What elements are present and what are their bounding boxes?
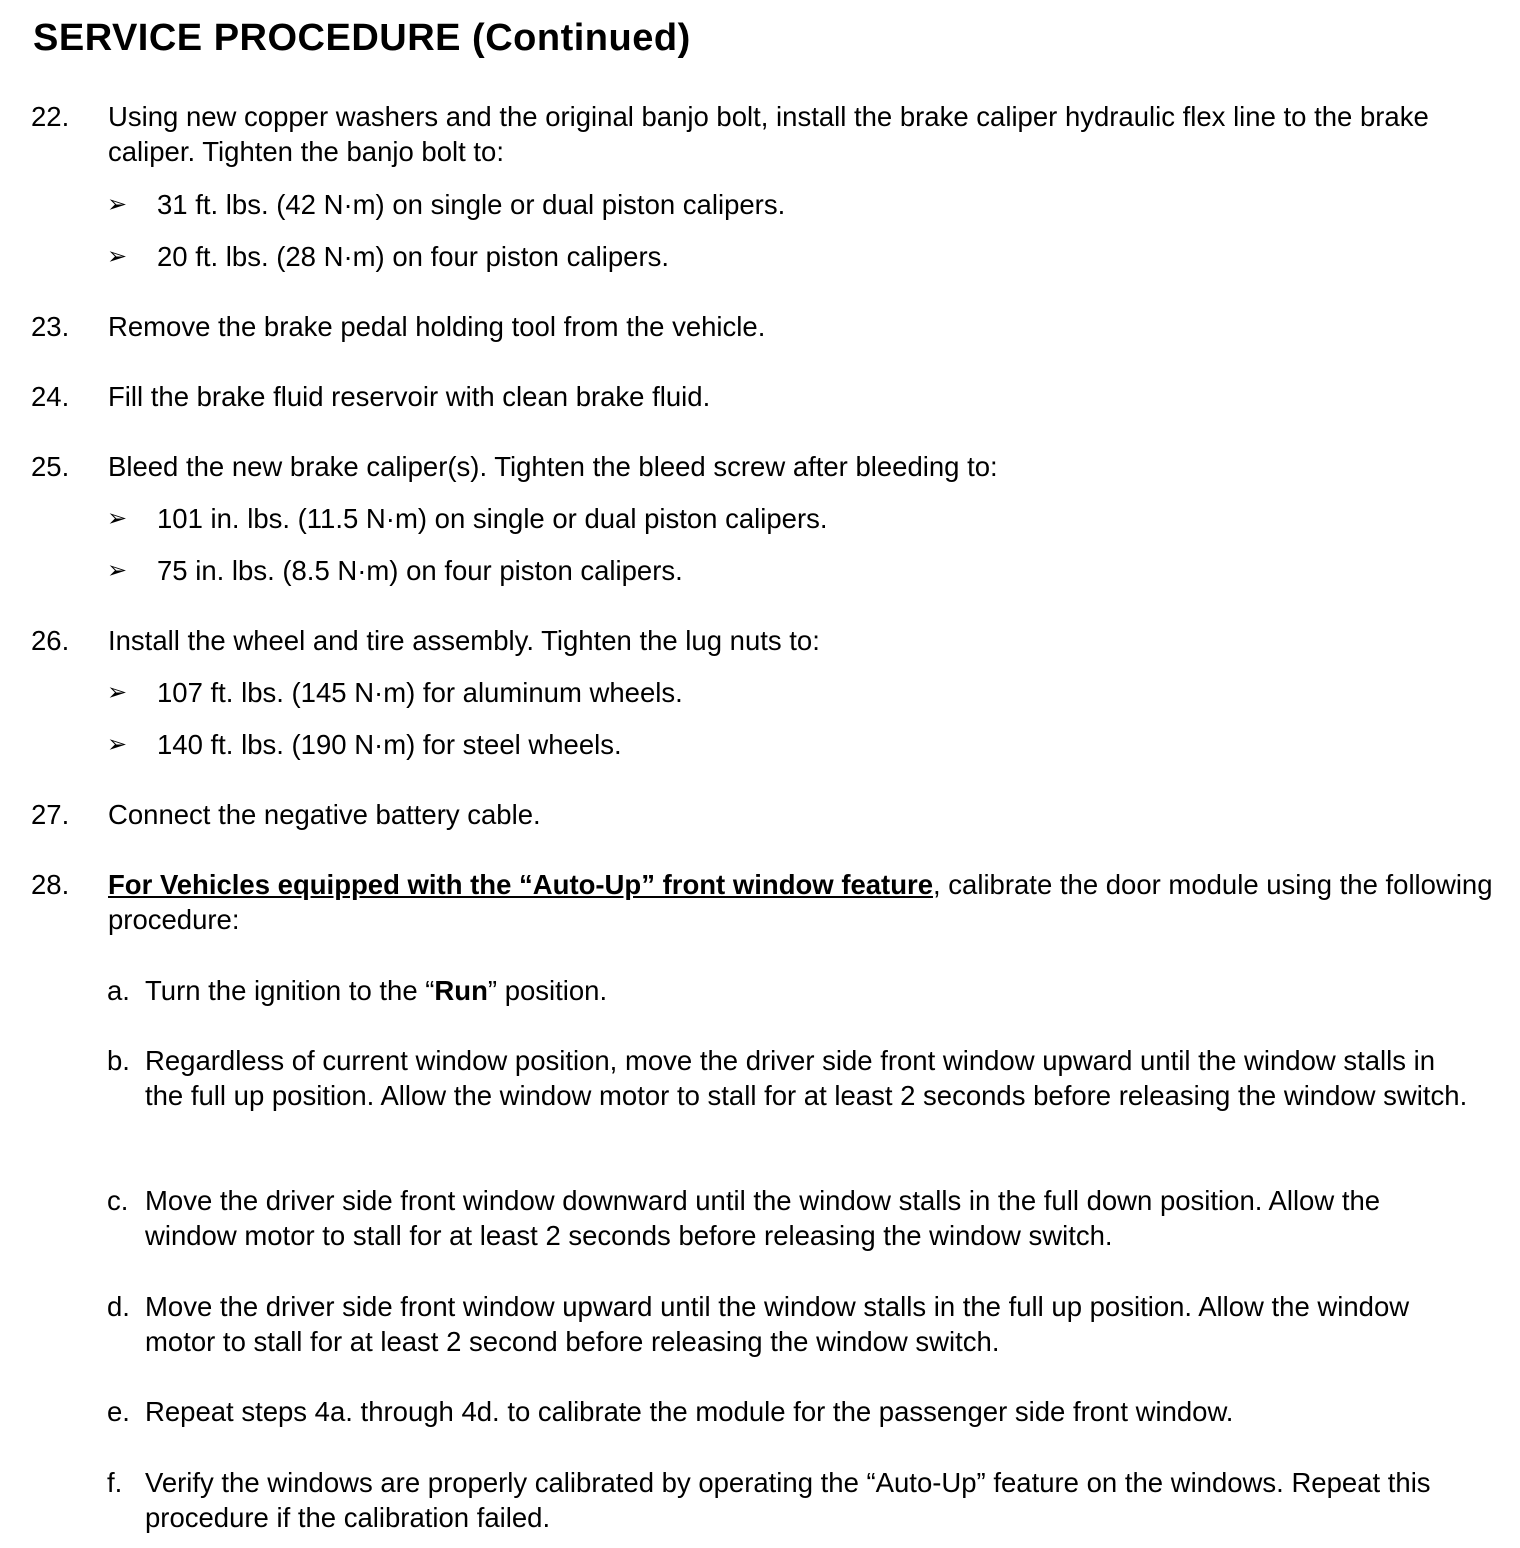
step-number: 25.	[31, 451, 70, 482]
substep-a	[107, 973, 1477, 1008]
substep-e	[107, 1394, 1477, 1429]
step-text: Connect the negative battery cable.	[108, 799, 541, 830]
substep-text-before: Turn the ignition to the “	[145, 975, 435, 1006]
step-text: Bleed the new brake caliper(s). Tighten the bleed screw after bleeding to:	[108, 451, 998, 482]
bullet-text: 101 in. lbs. (11.5 N·m) on single or dual piston calipers.	[157, 503, 828, 534]
substep-letter: d.	[107, 1291, 130, 1322]
substep-text: Move the driver side front window upward until the window stalls in the full up position. Allow the window motor to stall for at least 2 second before releasing the window switch.	[145, 1291, 1410, 1357]
substep-text: Verify the windows are properly calibrated by operating the “Auto-Up” feature on the windows. Repeat this procedure if the calibration failed.	[145, 1467, 1431, 1533]
step-25	[31, 449, 1501, 484]
step-23	[31, 309, 1501, 344]
run-position-label: Run	[434, 975, 488, 1006]
substep-letter: a.	[107, 975, 130, 1006]
arrow-bullet-icon: ➢	[107, 556, 128, 584]
step-24	[31, 379, 1501, 414]
substep-b	[107, 1043, 1477, 1113]
substep-text: Regardless of current window position, move the driver side front window upward until the window stalls in the full up position. Allow the window motor to stall for at least 2 seconds before releasing the window switch.	[145, 1045, 1468, 1111]
step-26	[31, 623, 1501, 658]
substep-text	[145, 973, 1477, 1008]
substep-letter: b.	[107, 1045, 130, 1076]
substep-c	[107, 1183, 1477, 1253]
step-text: Using new copper washers and the original banjo bolt, install the brake caliper hydraulic flex line to the brake caliper. Tighten the banjo bolt to:	[108, 101, 1429, 167]
substep-text: Move the driver side front window downward until the window stalls in the full down position. Allow the window motor to stall for at least 2 seconds before releasing the window switch.	[145, 1185, 1381, 1251]
substep-d	[107, 1289, 1477, 1359]
step-22	[31, 99, 1501, 169]
step-text: Install the wheel and tire assembly. Tighten the lug nuts to:	[108, 625, 820, 656]
bullet-text: 140 ft. lbs. (190 N·m) for steel wheels.	[157, 729, 622, 760]
arrow-bullet-icon: ➢	[107, 678, 128, 706]
step-number: 28.	[31, 869, 70, 900]
page-title: SERVICE PROCEDURE (Continued)	[33, 17, 691, 59]
substep-letter: e.	[107, 1396, 130, 1427]
step-27	[31, 797, 1501, 832]
substep-text: Repeat steps 4a. through 4d. to calibrate the module for the passenger side front window.	[145, 1396, 1234, 1427]
step-text: Fill the brake fluid reservoir with clean brake fluid.	[108, 381, 711, 412]
bullet-item	[107, 501, 1487, 536]
step-number: 22.	[31, 101, 70, 132]
bullet-item	[107, 187, 1487, 222]
step-text: Remove the brake pedal holding tool from the vehicle.	[108, 311, 766, 342]
step-number: 24.	[31, 381, 70, 412]
step-28	[31, 867, 1501, 937]
bullet-text: 20 ft. lbs. (28 N·m) on four piston calipers.	[157, 241, 670, 272]
substep-letter: f.	[107, 1467, 123, 1498]
bullet-item	[107, 727, 1487, 762]
step-number: 26.	[31, 625, 70, 656]
vehicle-condition-heading: For Vehicles equipped with the “Auto-Up” front window feature	[108, 869, 934, 900]
step-text-rest: , calibrate the door module using the following procedure:	[108, 869, 1493, 935]
step-number: 23.	[31, 311, 70, 342]
arrow-bullet-icon: ➢	[107, 730, 128, 758]
arrow-bullet-icon: ➢	[107, 242, 128, 270]
substep-letter: c.	[107, 1185, 129, 1216]
bullet-text: 75 in. lbs. (8.5 N·m) on four piston calipers.	[157, 555, 683, 586]
bullet-item	[107, 239, 1487, 274]
bullet-item	[107, 553, 1487, 588]
step-number: 27.	[31, 799, 70, 830]
step-text	[108, 867, 1501, 937]
bullet-text: 107 ft. lbs. (145 N·m) for aluminum wheels.	[157, 677, 683, 708]
bullet-item	[107, 675, 1487, 710]
substep-f	[107, 1465, 1477, 1535]
arrow-bullet-icon: ➢	[107, 504, 128, 532]
arrow-bullet-icon: ➢	[107, 190, 128, 218]
bullet-text: 31 ft. lbs. (42 N·m) on single or dual piston calipers.	[157, 189, 786, 220]
substep-text-after: ” position.	[487, 975, 608, 1006]
